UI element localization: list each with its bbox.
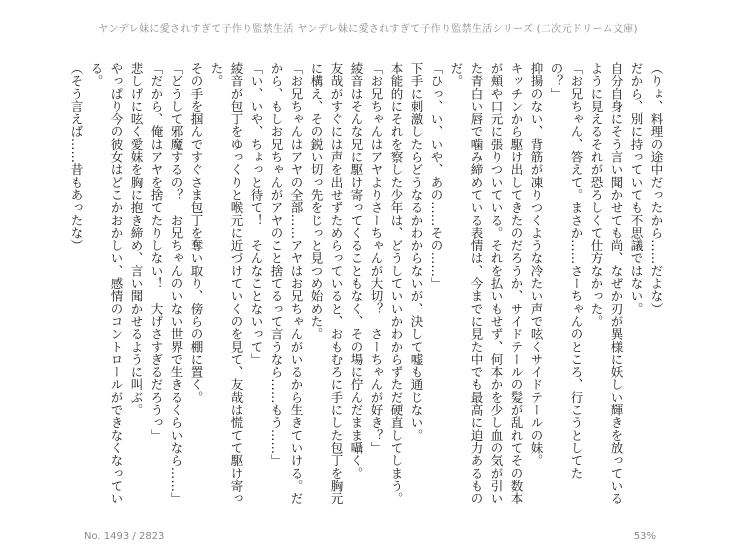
text-line: 「お兄ちゃんはアヤよりさーちゃんが大切？ さーちゃんが好き？」 [369, 62, 384, 455]
text-line: 「どうして邪魔するの？ お兄ちゃんのいない世界で生きるくらいなら……」 [169, 62, 184, 505]
text-line: やっぱり今の彼女はどこかおかしい、感情のコントロールができなくなっている。 [89, 62, 124, 505]
text-line: だから、別に持っていても不思議ではない。 [629, 62, 644, 315]
book-title-header: ヤンデレ妹に愛されすぎて子作り監禁生活 ヤンデレ妹に愛されすぎて子作り監禁生活シリーズ (二次元ドリーム文庫) [98, 24, 638, 35]
text-line: 「お兄ちゃんはアヤの全部……アヤはお兄ちゃんがいるから生きていける。だから、もしお兄ちゃんがアヤのこと捨てるって言うなら……もう……」 [269, 62, 304, 505]
text-line: 「い、いや、ちょっと待て！ そんなことないって」 [249, 62, 264, 366]
text-line: キッチンから駆け出してきたのだろうか、サイドテールの髪が乱れてその数本が頬や口元に張りついている。それを払いもせず、何本かを少し血の気が引いた青白い唇で噛み締めている表情は、今までに見た中でも最高に迫力あるものだ。 [449, 62, 524, 505]
text-line: 「お兄ちゃん、答えて。まさか……さーちゃんのところ、行こうとしてたの？」 [549, 62, 584, 480]
text-line: 「だから、俺はアヤを捨てたりしない！ 大げさすぎるだろうっ」 [149, 62, 164, 442]
text-line: 綾音が包丁をゆっくりと喉元に近づけていくのを見て、友哉は慌てて駆け寄った。 [209, 62, 244, 505]
location-indicator: No. 1493 / 2823 [84, 531, 165, 542]
text-line: 本能的にそれを察した少年は、どうしていいかわからずただ硬直してしまう。 [389, 62, 404, 505]
text-line: 「ひっ、い、いや、あの……その……」 [429, 62, 444, 290]
text-line: 悲しげに呟く愛妹を胸に抱き締め、言い聞かせるように叫ぶ。 [129, 62, 144, 417]
text-line: （そう言えば……昔もあったな） [69, 62, 84, 252]
text-line: 自分自身にそう言い聞かせても尚、なぜか刃が異様に妖しい輝きを放っているように見えるそれが恐ろしくて仕方なかった。 [589, 62, 624, 505]
text-line: その手を掴んですぐさま包丁を奪い取り、傍らの棚に置く。 [189, 62, 204, 404]
text-line: 綾音はそんな兄に駆け寄ってくることもなく、その場に佇んだまま囁く。 [349, 62, 364, 480]
progress-percent: 53% [633, 531, 656, 542]
vertical-text-body [69, 62, 666, 508]
text-line: 友哉がすぐには声を出せずためらっていると、おもむろに手にした包丁を胸元に構え、その鋭い切っ先をじっと見つめ始めた。 [309, 62, 344, 505]
text-line: 抑揚のない、背筋が凍りつくような冷たい声で呟くサイドテールの妹。 [529, 62, 544, 467]
text-line: 下手に刺激したらどうなるかわからないが、決して嘘も通じない。 [409, 62, 424, 442]
text-line: （りょ、料理の途中だったから……だよな） [649, 62, 664, 315]
